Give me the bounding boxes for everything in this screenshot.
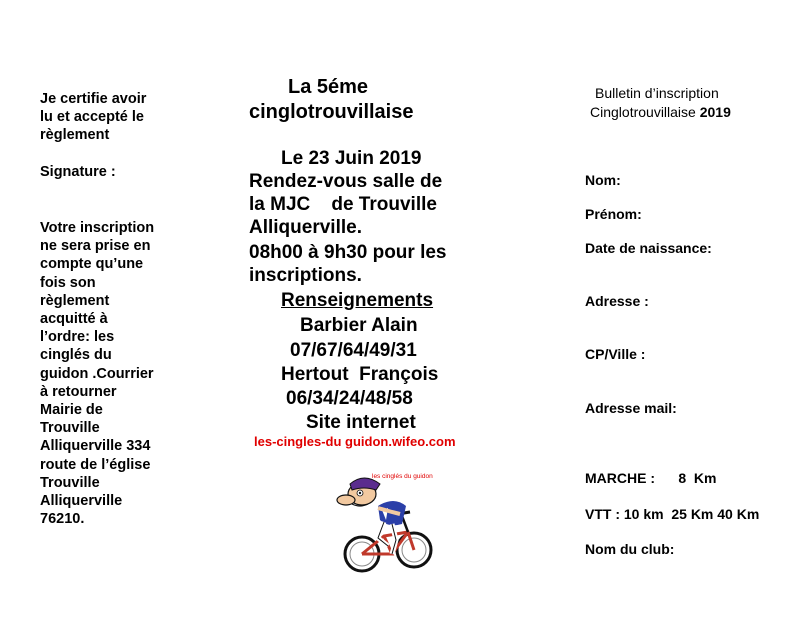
form-title-name: Cinglotrouvillaise xyxy=(590,104,696,120)
notice-line: route de l’église xyxy=(40,456,151,473)
notice-line: guidon .Courrier xyxy=(40,365,154,382)
certify-line: lu et accepté le xyxy=(40,109,144,126)
notice-line: ne sera prise en xyxy=(40,238,151,255)
mail-label: Adresse mail: xyxy=(585,400,677,416)
certify-block xyxy=(40,90,146,145)
contact2-name: Hertout François xyxy=(281,364,439,385)
contact1-name: Barbier Alain xyxy=(300,315,418,336)
notice-line: acquitté à xyxy=(40,311,108,328)
hours-line2: inscriptions. xyxy=(249,265,362,286)
certify-line: Je certifie avoir xyxy=(40,91,147,107)
marche-label: MARCHE : 8 Km xyxy=(585,470,717,486)
form-title-year: 2019 xyxy=(699,104,731,120)
event-date: Le 23 Juin 2019 xyxy=(281,148,422,169)
vtt-label: VTT : 10 km 25 Km 40 Km xyxy=(585,506,760,522)
adresse-label: Adresse : xyxy=(585,293,649,309)
event-title-line2: cinglotrouvillaise xyxy=(249,101,414,123)
form-title-line1: Bulletin d’inscription xyxy=(595,85,719,101)
meet-line3: Alliquerville. xyxy=(249,217,362,238)
notice-line: Trouville xyxy=(40,420,100,437)
naissance-label: Date de naissance: xyxy=(585,240,712,256)
notice-block xyxy=(40,219,154,528)
notice-line: Alliquerville xyxy=(40,493,123,510)
notice-line: Mairie de xyxy=(40,402,103,419)
hours-line1: 08h00 à 9h30 pour les xyxy=(249,242,447,263)
certify-line: règlement xyxy=(40,127,110,144)
info-heading: Renseignements xyxy=(281,290,434,311)
notice-line: règlement xyxy=(40,292,110,309)
notice-line: l’ordre: les xyxy=(40,329,115,346)
meet-line2: la MJC de Trouville xyxy=(249,194,437,215)
club-label: Nom du club: xyxy=(585,541,675,557)
site-url-link[interactable]: les-cingles-du guidon.wifeo.com xyxy=(254,434,456,449)
form-title-line2 xyxy=(590,103,731,121)
cp-ville-label: CP/Ville : xyxy=(585,346,646,362)
notice-line: Votre inscription xyxy=(40,220,155,236)
contact2-phone: 06/34/24/48/58 xyxy=(286,388,413,409)
meet-line1: Rendez-vous salle de xyxy=(249,171,443,192)
notice-line: cinglés du xyxy=(40,347,112,364)
notice-line: compte qu’une xyxy=(40,256,144,273)
notice-line: 76210. xyxy=(40,511,85,528)
nom-label: Nom: xyxy=(585,172,621,188)
notice-line: Trouville xyxy=(40,474,100,491)
contact1-phone: 07/67/64/49/31 xyxy=(290,340,417,361)
signature-label: Signature : xyxy=(40,164,116,180)
notice-line: fois son xyxy=(40,274,96,291)
logo-text: les cinglés du guidon xyxy=(372,473,433,480)
site-label: Site internet xyxy=(306,412,416,433)
notice-line: à retourner xyxy=(40,383,117,400)
notice-line: Alliquerville 334 xyxy=(40,438,151,455)
cyclist-cartoon-icon xyxy=(322,466,440,578)
event-title-line1: La 5éme xyxy=(288,76,369,98)
prenom-label: Prénom: xyxy=(585,206,642,222)
